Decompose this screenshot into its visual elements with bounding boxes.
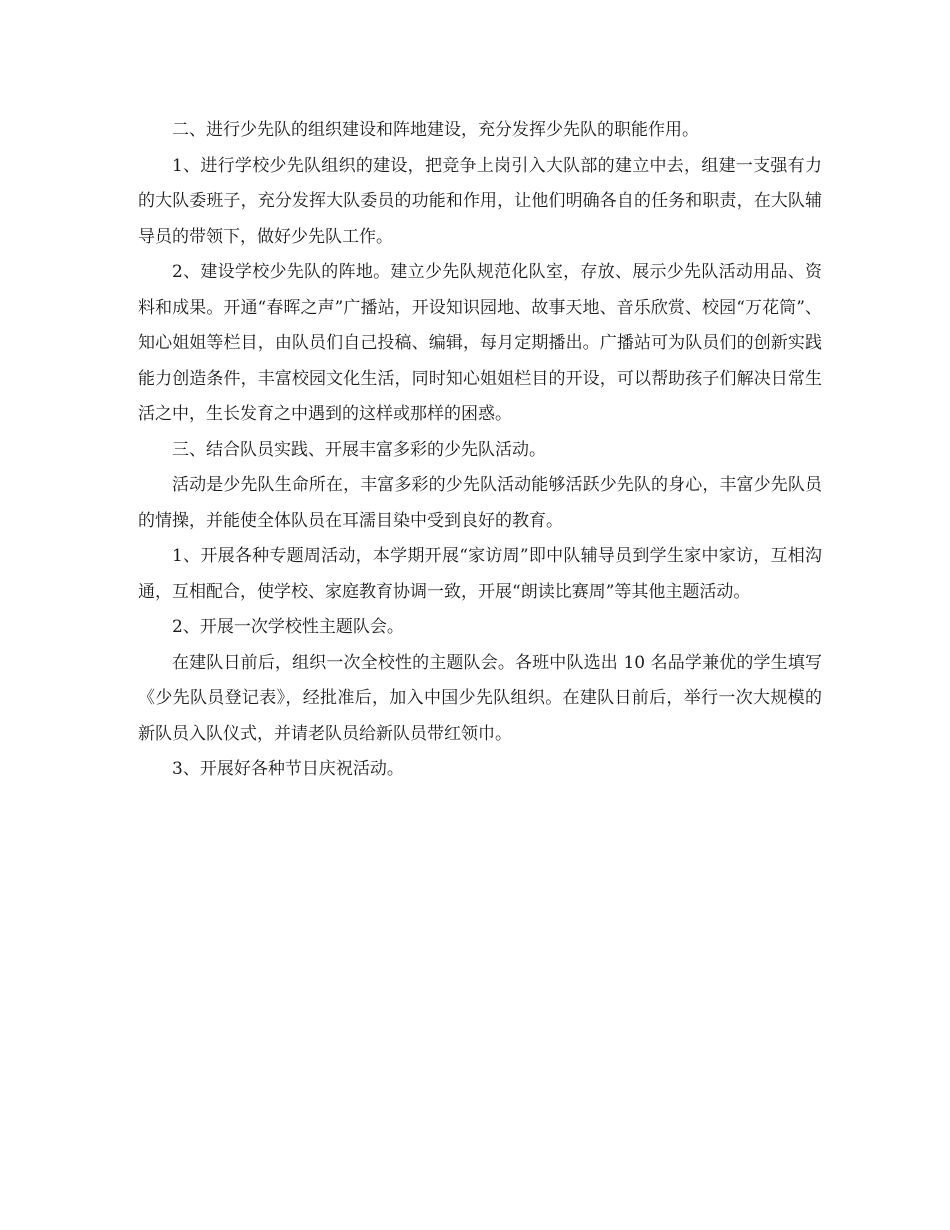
section-heading-2: 二、进行少先队的组织建设和阵地建设，充分发挥少先队的职能作用。 <box>172 120 699 140</box>
document-body <box>138 113 822 788</box>
paragraph-organization: 1、进行学校少先队组织的建设，把竞争上岗引入大队部的建立中去，组建一支强有力的大队委班子，充分发挥大队委员的功能和作用，让他们明确各自的任务和职责，在大队辅导员的带领下，做好少先队工作。 <box>138 155 822 247</box>
paragraph-team-meeting-heading: 2、开展一次学校性主题队会。 <box>172 617 404 637</box>
section-heading-3: 三、结合队员实践、开展丰富多彩的少先队活动。 <box>172 439 546 460</box>
paragraph-theme-weeks: 1、开展各种专题周活动，本学期开展“家访周”即中队辅导员到学生家中家访，互相沟通，互相配合，使学校、家庭教育协调一致，开展“朗读比赛周”等其他主题活动。 <box>138 546 822 602</box>
paragraph-team-meeting: 在建队日前后，组织一次全校性的主题队会。各班中队选出 10 名品学兼优的学生填写《少先队员登记表》，经批准后，加入中国少先队组织。在建队日前后，举行一次大规模的新队员入队仪式，并请老队员给新队员带红领巾。 <box>138 652 822 744</box>
paragraph-position-building: 2、建设学校少先队的阵地。建立少先队规范化队室，存放、展示少先队活动用品、资料和成果。开通“春晖之声”广播站，开设知识园地、故事天地、音乐欣赏、校园“万花筒”、知心姐姐等栏目，由队员们自己投稿、编辑，每月定期播出。广播站可为队员们的创新实践能力创造条件，丰富校园文化生活，同时知心姐姐栏目的开设，可以帮助孩子们解决日常生活之中，生长发育之中遇到的这样或那样的困惑。 <box>138 262 822 424</box>
paragraph-festivals: 3、开展好各种节日庆祝活动。 <box>172 759 404 779</box>
paragraph-activities-intro: 活动是少先队生命所在，丰富多彩的少先队活动能够活跃少先队的身心，丰富少先队员的情操，并能使全体队员在耳濡目染中受到良好的教育。 <box>138 475 822 531</box>
